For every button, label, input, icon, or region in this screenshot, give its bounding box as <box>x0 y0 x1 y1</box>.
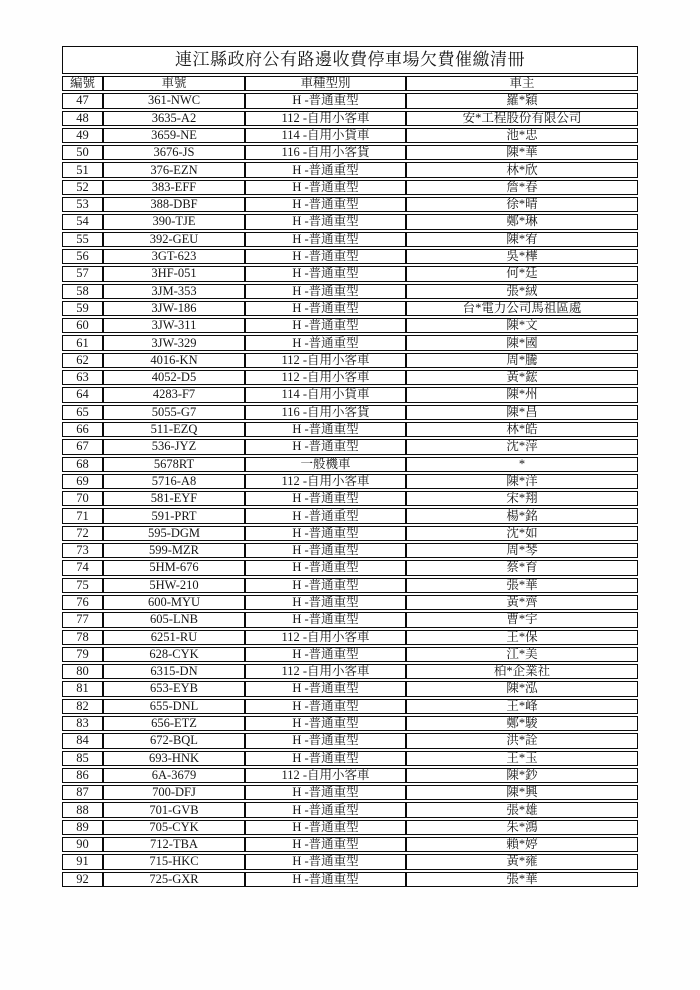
column-header-plate: 車號 <box>103 76 245 91</box>
cell-number: 92 <box>62 872 103 887</box>
cell-plate: 4016-KN <box>103 353 245 368</box>
cell-number: 59 <box>62 301 103 316</box>
column-header-number: 編號 <box>62 76 103 91</box>
cell-owner: 王*保 <box>406 630 638 645</box>
cell-plate: 712-TBA <box>103 837 245 852</box>
cell-vehicle-type: 112 -自用小客車 <box>245 664 406 679</box>
cell-number: 73 <box>62 543 103 558</box>
header-row <box>62 76 638 91</box>
table-row <box>62 491 638 506</box>
cell-owner: 張*華 <box>406 578 638 593</box>
cell-owner: 鄭*琳 <box>406 214 638 229</box>
cell-plate: 6315-DN <box>103 664 245 679</box>
cell-number: 79 <box>62 647 103 662</box>
cell-vehicle-type: 114 -自用小貨車 <box>245 128 406 143</box>
cell-plate: 361-NWC <box>103 93 245 108</box>
cell-owner: 陳*昌 <box>406 405 638 420</box>
cell-vehicle-type: 112 -自用小客車 <box>245 630 406 645</box>
cell-vehicle-type: 116 -自用小客貨 <box>245 145 406 160</box>
cell-number: 85 <box>62 751 103 766</box>
cell-vehicle-type: H -普通重型 <box>245 162 406 177</box>
cell-owner: 王*峰 <box>406 699 638 714</box>
cell-plate: 725-GXR <box>103 872 245 887</box>
cell-vehicle-type: H -普通重型 <box>245 318 406 333</box>
table-row <box>62 716 638 731</box>
table-row <box>62 93 638 108</box>
table-row <box>62 578 638 593</box>
cell-plate: 376-EZN <box>103 162 245 177</box>
cell-plate: 581-EYF <box>103 491 245 506</box>
table-row <box>62 266 638 281</box>
column-header-owner: 車主 <box>406 76 638 91</box>
cell-owner: 陳*鈔 <box>406 768 638 783</box>
table-row <box>62 318 638 333</box>
cell-vehicle-type: H -普通重型 <box>245 837 406 852</box>
cell-owner: * <box>406 457 638 472</box>
cell-plate: 715-HKC <box>103 854 245 869</box>
cell-plate: 4052-D5 <box>103 370 245 385</box>
cell-vehicle-type: H -普通重型 <box>245 422 406 437</box>
cell-vehicle-type: H -普通重型 <box>245 284 406 299</box>
table-row <box>62 111 638 126</box>
cell-plate: 3659-NE <box>103 128 245 143</box>
cell-number: 78 <box>62 630 103 645</box>
table-row <box>62 422 638 437</box>
table-row <box>62 802 638 817</box>
cell-vehicle-type: 112 -自用小客車 <box>245 370 406 385</box>
cell-number: 62 <box>62 353 103 368</box>
cell-plate: 3JW-186 <box>103 301 245 316</box>
cell-vehicle-type: H -普通重型 <box>245 197 406 212</box>
cell-number: 69 <box>62 474 103 489</box>
cell-number: 70 <box>62 491 103 506</box>
cell-owner: 賴*婷 <box>406 837 638 852</box>
cell-number: 55 <box>62 232 103 247</box>
cell-plate: 6251-RU <box>103 630 245 645</box>
cell-plate: 383-EFF <box>103 180 245 195</box>
table-row <box>62 508 638 523</box>
table-row <box>62 214 638 229</box>
cell-owner: 洪*詮 <box>406 733 638 748</box>
table-row <box>62 768 638 783</box>
table-row <box>62 301 638 316</box>
cell-owner: 黃*鋐 <box>406 370 638 385</box>
cell-vehicle-type: H -普通重型 <box>245 560 406 575</box>
table-row <box>62 405 638 420</box>
cell-vehicle-type: H -普通重型 <box>245 751 406 766</box>
cell-vehicle-type: H -普通重型 <box>245 491 406 506</box>
cell-plate: 591-PRT <box>103 508 245 523</box>
table-row <box>62 872 638 887</box>
cell-plate: 3676-JS <box>103 145 245 160</box>
cell-plate: 390-TJE <box>103 214 245 229</box>
cell-plate: 655-DNL <box>103 699 245 714</box>
table-row <box>62 595 638 610</box>
cell-plate: 5HW-210 <box>103 578 245 593</box>
cell-number: 75 <box>62 578 103 593</box>
cell-number: 56 <box>62 249 103 264</box>
cell-vehicle-type: H -普通重型 <box>245 214 406 229</box>
cell-vehicle-type: H -普通重型 <box>245 612 406 627</box>
cell-plate: 5HM-676 <box>103 560 245 575</box>
cell-owner: 周*騰 <box>406 353 638 368</box>
cell-plate: 5678RT <box>103 457 245 472</box>
cell-owner: 台*電力公司馬祖區處 <box>406 301 638 316</box>
cell-owner: 陳*文 <box>406 318 638 333</box>
cell-owner: 周*琴 <box>406 543 638 558</box>
cell-number: 86 <box>62 768 103 783</box>
cell-owner: 陳*洋 <box>406 474 638 489</box>
table-row <box>62 335 638 350</box>
cell-number: 58 <box>62 284 103 299</box>
arrears-roster-table <box>62 44 638 889</box>
cell-number: 51 <box>62 162 103 177</box>
cell-number: 74 <box>62 560 103 575</box>
cell-owner: 沈*如 <box>406 526 638 541</box>
cell-owner: 陳*國 <box>406 335 638 350</box>
cell-plate: 392-GEU <box>103 232 245 247</box>
cell-plate: 388-DBF <box>103 197 245 212</box>
cell-plate: 511-EZQ <box>103 422 245 437</box>
cell-number: 57 <box>62 266 103 281</box>
cell-number: 54 <box>62 214 103 229</box>
cell-plate: 3JW-311 <box>103 318 245 333</box>
cell-number: 49 <box>62 128 103 143</box>
cell-owner: 陳*華 <box>406 145 638 160</box>
table-row <box>62 474 638 489</box>
cell-number: 52 <box>62 180 103 195</box>
cell-vehicle-type: 112 -自用小客車 <box>245 474 406 489</box>
cell-vehicle-type: 112 -自用小客車 <box>245 768 406 783</box>
cell-owner: 林*皓 <box>406 422 638 437</box>
cell-owner: 黃*齊 <box>406 595 638 610</box>
cell-number: 89 <box>62 820 103 835</box>
table-row <box>62 232 638 247</box>
cell-number: 88 <box>62 802 103 817</box>
cell-vehicle-type: H -普通重型 <box>245 249 406 264</box>
cell-vehicle-type: 112 -自用小客車 <box>245 353 406 368</box>
cell-owner: 陳*興 <box>406 785 638 800</box>
cell-vehicle-type: H -普通重型 <box>245 578 406 593</box>
cell-owner: 羅*穎 <box>406 93 638 108</box>
cell-vehicle-type: H -普通重型 <box>245 716 406 731</box>
cell-number: 77 <box>62 612 103 627</box>
cell-vehicle-type: 114 -自用小貨車 <box>245 387 406 402</box>
table-row <box>62 387 638 402</box>
cell-plate: 656-ETZ <box>103 716 245 731</box>
cell-vehicle-type: H -普通重型 <box>245 335 406 350</box>
cell-number: 81 <box>62 681 103 696</box>
cell-owner: 何*廷 <box>406 266 638 281</box>
cell-plate: 701-GVB <box>103 802 245 817</box>
cell-plate: 700-DFJ <box>103 785 245 800</box>
cell-vehicle-type: H -普通重型 <box>245 439 406 454</box>
cell-owner: 池*忠 <box>406 128 638 143</box>
cell-plate: 3JW-329 <box>103 335 245 350</box>
cell-vehicle-type: 一般機車 <box>245 457 406 472</box>
cell-vehicle-type: H -普通重型 <box>245 543 406 558</box>
cell-vehicle-type: H -普通重型 <box>245 854 406 869</box>
cell-plate: 536-JYZ <box>103 439 245 454</box>
cell-plate: 628-CYK <box>103 647 245 662</box>
table-row <box>62 647 638 662</box>
table-row <box>62 180 638 195</box>
cell-plate: 3635-A2 <box>103 111 245 126</box>
cell-number: 61 <box>62 335 103 350</box>
cell-owner: 宋*翔 <box>406 491 638 506</box>
cell-vehicle-type: H -普通重型 <box>245 301 406 316</box>
cell-vehicle-type: H -普通重型 <box>245 802 406 817</box>
cell-number: 66 <box>62 422 103 437</box>
table-row <box>62 681 638 696</box>
cell-plate: 6A-3679 <box>103 768 245 783</box>
table-row <box>62 837 638 852</box>
cell-plate: 3JM-353 <box>103 284 245 299</box>
table-row <box>62 785 638 800</box>
cell-number: 84 <box>62 733 103 748</box>
cell-number: 87 <box>62 785 103 800</box>
cell-plate: 3HF-051 <box>103 266 245 281</box>
table-row <box>62 854 638 869</box>
cell-vehicle-type: H -普通重型 <box>245 820 406 835</box>
cell-plate: 605-LNB <box>103 612 245 627</box>
cell-plate: 3GT-623 <box>103 249 245 264</box>
table-row <box>62 249 638 264</box>
cell-owner: 鄭*駿 <box>406 716 638 731</box>
cell-number: 76 <box>62 595 103 610</box>
cell-plate: 599-MZR <box>103 543 245 558</box>
cell-owner: 張*華 <box>406 872 638 887</box>
title-row <box>62 46 638 74</box>
table-row <box>62 128 638 143</box>
cell-owner: 沈*萍 <box>406 439 638 454</box>
cell-owner: 張*雄 <box>406 802 638 817</box>
cell-plate: 5716-A8 <box>103 474 245 489</box>
cell-vehicle-type: H -普通重型 <box>245 785 406 800</box>
cell-plate: 4283-F7 <box>103 387 245 402</box>
cell-plate: 672-BQL <box>103 733 245 748</box>
cell-vehicle-type: H -普通重型 <box>245 266 406 281</box>
cell-owner: 安*工程股份有限公司 <box>406 111 638 126</box>
cell-owner: 黃*雍 <box>406 854 638 869</box>
table-row <box>62 284 638 299</box>
cell-owner: 徐*晴 <box>406 197 638 212</box>
cell-number: 83 <box>62 716 103 731</box>
cell-vehicle-type: H -普通重型 <box>245 872 406 887</box>
cell-owner: 詹*春 <box>406 180 638 195</box>
cell-vehicle-type: H -普通重型 <box>245 647 406 662</box>
cell-vehicle-type: 112 -自用小客車 <box>245 111 406 126</box>
table-row <box>62 751 638 766</box>
table-row <box>62 439 638 454</box>
cell-plate: 705-CYK <box>103 820 245 835</box>
table-row <box>62 630 638 645</box>
document-title: 連江縣政府公有路邊收費停車場欠費催繳清冊 <box>62 46 638 74</box>
cell-owner: 陳*泓 <box>406 681 638 696</box>
cell-owner: 江*美 <box>406 647 638 662</box>
table-row <box>62 560 638 575</box>
cell-plate: 653-EYB <box>103 681 245 696</box>
table-row <box>62 526 638 541</box>
cell-vehicle-type: H -普通重型 <box>245 681 406 696</box>
column-header-vehicle-type: 車種型別 <box>245 76 406 91</box>
table-row <box>62 733 638 748</box>
cell-number: 68 <box>62 457 103 472</box>
table-row <box>62 457 638 472</box>
cell-vehicle-type: H -普通重型 <box>245 526 406 541</box>
cell-vehicle-type: H -普通重型 <box>245 232 406 247</box>
cell-number: 65 <box>62 405 103 420</box>
cell-plate: 5055-G7 <box>103 405 245 420</box>
cell-number: 80 <box>62 664 103 679</box>
cell-number: 64 <box>62 387 103 402</box>
cell-number: 82 <box>62 699 103 714</box>
cell-owner: 柏*企業社 <box>406 664 638 679</box>
table-row <box>62 820 638 835</box>
cell-plate: 595-DGM <box>103 526 245 541</box>
cell-owner: 林*欣 <box>406 162 638 177</box>
cell-number: 71 <box>62 508 103 523</box>
cell-vehicle-type: H -普通重型 <box>245 93 406 108</box>
cell-number: 60 <box>62 318 103 333</box>
cell-number: 91 <box>62 854 103 869</box>
table-row <box>62 612 638 627</box>
table-row <box>62 699 638 714</box>
cell-vehicle-type: 116 -自用小客貨 <box>245 405 406 420</box>
cell-owner: 陳*州 <box>406 387 638 402</box>
table-body <box>62 93 638 887</box>
cell-number: 67 <box>62 439 103 454</box>
cell-owner: 曹*宇 <box>406 612 638 627</box>
cell-number: 47 <box>62 93 103 108</box>
cell-vehicle-type: H -普通重型 <box>245 699 406 714</box>
cell-number: 48 <box>62 111 103 126</box>
cell-number: 50 <box>62 145 103 160</box>
cell-vehicle-type: H -普通重型 <box>245 180 406 195</box>
table-row <box>62 543 638 558</box>
table-row <box>62 145 638 160</box>
cell-owner: 吳*樺 <box>406 249 638 264</box>
cell-owner: 陳*宥 <box>406 232 638 247</box>
cell-owner: 蔡*育 <box>406 560 638 575</box>
table-row <box>62 664 638 679</box>
cell-number: 63 <box>62 370 103 385</box>
table-row <box>62 162 638 177</box>
cell-owner: 楊*銘 <box>406 508 638 523</box>
cell-plate: 693-HNK <box>103 751 245 766</box>
cell-number: 90 <box>62 837 103 852</box>
cell-owner: 朱*鴻 <box>406 820 638 835</box>
table-row <box>62 370 638 385</box>
cell-number: 72 <box>62 526 103 541</box>
table-row <box>62 197 638 212</box>
cell-plate: 600-MYU <box>103 595 245 610</box>
cell-vehicle-type: H -普通重型 <box>245 508 406 523</box>
cell-owner: 張*絨 <box>406 284 638 299</box>
cell-number: 53 <box>62 197 103 212</box>
table-row <box>62 353 638 368</box>
cell-vehicle-type: H -普通重型 <box>245 595 406 610</box>
cell-owner: 王*玉 <box>406 751 638 766</box>
cell-vehicle-type: H -普通重型 <box>245 733 406 748</box>
